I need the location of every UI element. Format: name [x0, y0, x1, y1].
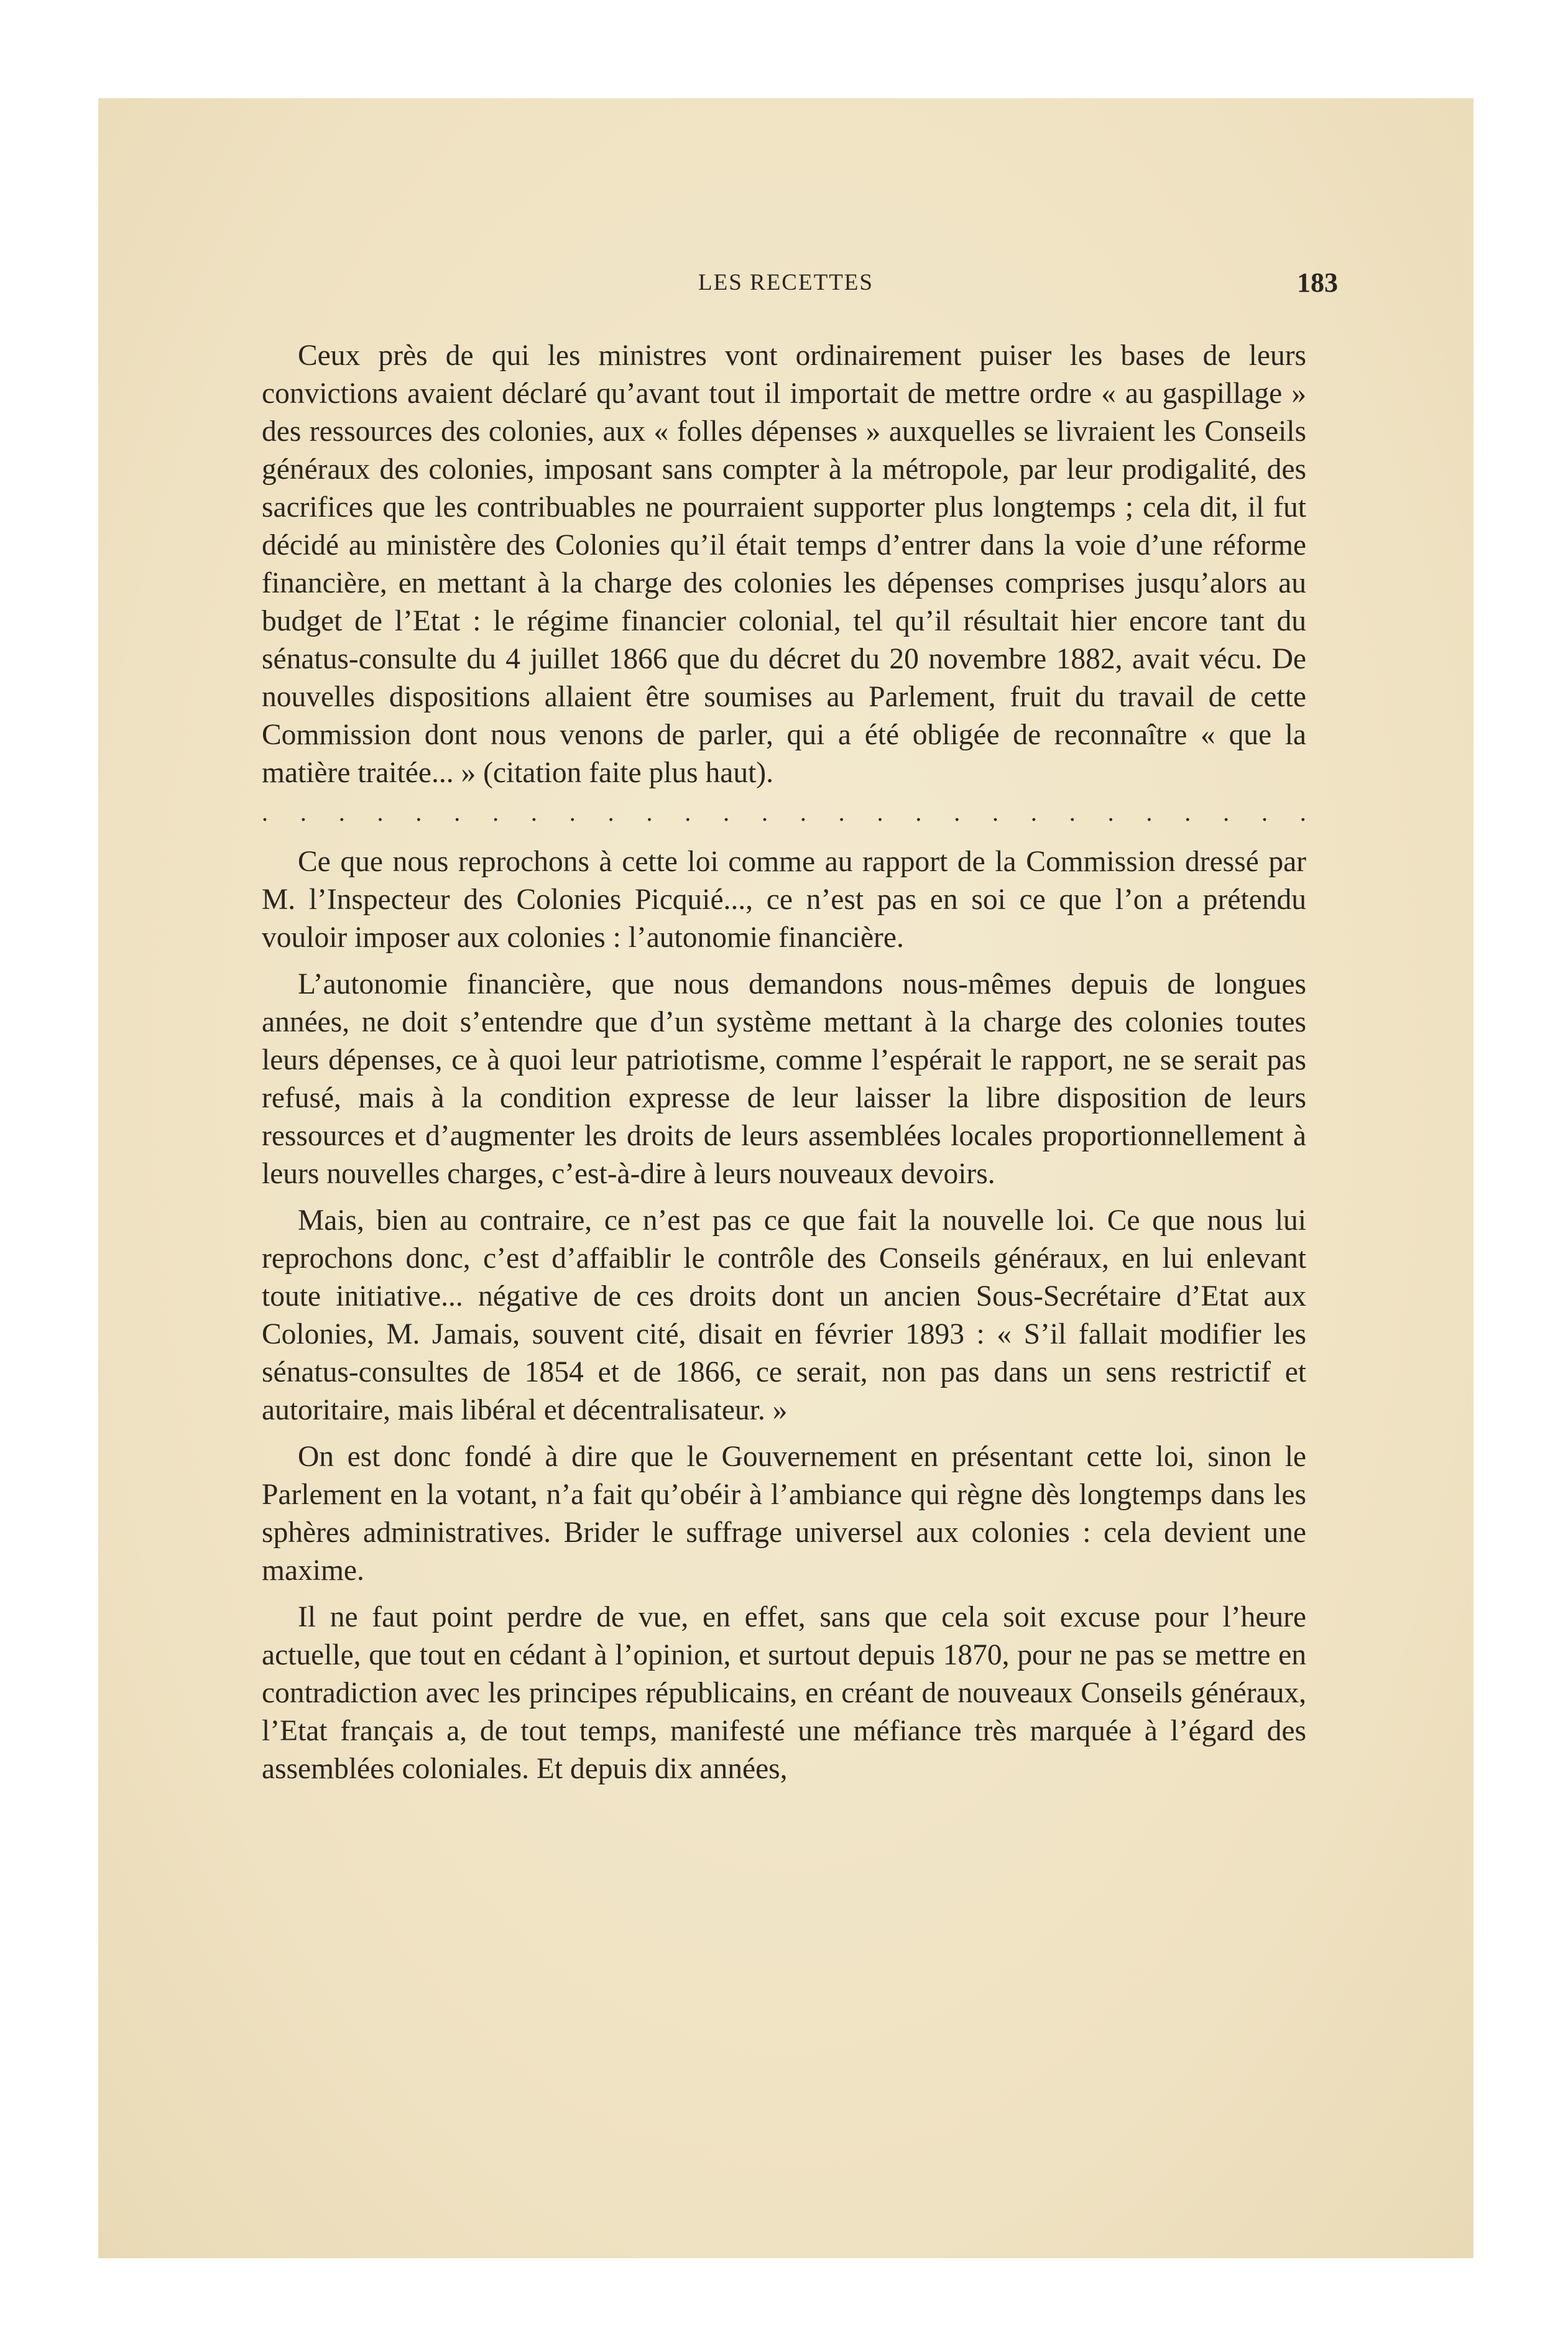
ellipsis-dot: . — [377, 798, 384, 826]
ellipsis-dot: . — [915, 798, 922, 826]
ellipsis-dot: . — [492, 798, 499, 826]
running-head — [98, 269, 1473, 319]
page-number: 183 — [1297, 267, 1338, 298]
ellipsis-dot: . — [569, 798, 576, 826]
paragraph-4: Mais, bien au contraire, ce n’est pas ce que fait la nouvelle loi. Ce que nous lui reprochons donc, c’est d’affaiblir le contrôle des Conseils généraux, en lui enlevant toute initiative... négative de ces droits dont un ancien Sous-Secrétaire d’Etat aux Colonies, M. Jamais, souvent cité, disait en février 1893 : « S’il fallait modifier les sénatus-consultes de 1854 et de 1866, ce serait, non pas dans un sens restrictif et autoritaire, mais libéral et décentralisateur. » — [262, 1204, 1306, 1426]
ellipsis-dot: . — [1107, 798, 1114, 826]
paragraph-6: Il ne faut point perdre de vue, en effet, sans que cela soit excuse pour l’heure actuelle, que tout en cédant à l’opinion, et surtout depuis 1870, pour ne pas se mettre en contradiction avec les principes républicains, en créant de nouveaux Conseils généraux, l’Etat français a, de tout temps, manifesté une méfiance très marquée à l’égard des assemblées coloniales. Et depuis dix années, — [262, 1601, 1306, 1785]
body-text — [262, 337, 1306, 1797]
ellipsis-separator — [262, 797, 1306, 828]
ellipsis-dot: . — [877, 798, 883, 826]
ellipsis-dot: . — [1223, 798, 1230, 826]
paragraph-5: On est donc fondé à dire que le Gouvernement en présentant cette loi, sinon le Parlement en la votant, n’a fait qu’obéir à l’ambiance qui règne dès longtemps dans les sphères administratives. Brider le suffrage universel aux colonies : cela devient une maxime. — [262, 1441, 1306, 1587]
ellipsis-dot: . — [1299, 798, 1306, 826]
ellipsis-dot: . — [761, 798, 768, 826]
ellipsis-dot: . — [607, 798, 614, 826]
ellipsis-dot: . — [723, 798, 730, 826]
ellipsis-dot: . — [954, 798, 961, 826]
ellipsis-dot: . — [646, 798, 653, 826]
paragraph-2: Ce que nous reprochons à cette loi comme au rapport de la Commission dressé par M. l’Inspecteur des Colonies Picquié..., ce n’est pas en soi ce que l’on a prétendu vouloir imposer aux colonies : l’autonomie financière. — [262, 846, 1306, 954]
paragraph-3: L’autonomie financière, que nous demandons nous-mêmes depuis de longues années, ne doit s’entendre que d’un système mettant à la charge des colonies toutes leurs dépenses, ce à quoi leur patriotisme, comme l’espérait le rapport, ne se serait pas refusé, mais à la condition expresse de leur laisser la libre disposition de leurs ressources et d’augmenter les droits de leurs assemblées locales proportionnellement à leurs nouvelles charges, c’est-à-dire à leurs nouveaux devoirs. — [262, 968, 1306, 1190]
ellipsis-dot: . — [838, 798, 845, 826]
ellipsis-dot: . — [530, 798, 537, 826]
ellipsis-dot: . — [454, 798, 461, 826]
ellipsis-dot: . — [1146, 798, 1153, 826]
running-title: LES RECETTES — [698, 270, 874, 295]
ellipsis-dot: . — [1184, 798, 1191, 826]
ellipsis-dot: . — [992, 798, 999, 826]
ellipsis-dot: . — [685, 798, 691, 826]
ellipsis-dot: . — [338, 798, 345, 826]
ellipsis-dot: . — [1030, 798, 1037, 826]
ellipsis-dot: . — [262, 798, 268, 826]
ellipsis-dot: . — [800, 798, 806, 826]
ellipsis-dot: . — [1069, 798, 1076, 826]
ellipsis-dot: . — [300, 798, 307, 826]
ellipsis-dot: . — [415, 798, 422, 826]
ellipsis-dot: . — [1261, 798, 1268, 826]
paragraph-1: Ceux près de qui les ministres vont ordinairement puiser les bases de leurs convictions avaient déclaré qu’avant tout il importait de mettre ordre « au gaspillage » des ressources des colonies, aux « folles dépenses » auxquelles se livraient les Conseils généraux des colonies, imposant sans compter à la métropole, par leur prodigalité, des sacrifices que les contribuables ne pourraient supporter plus longtemps ; cela dit, il fut décidé au ministère des Colonies qu’il était temps d’entrer dans la voie d’une réforme financière, en mettant à la charge des colonies les dépenses comprises jusqu’alors au budget de l’Etat : le régime financier colonial, tel qu’il résultait hier encore tant du sénatus-consulte du 4 juillet 1866 que du décret du 20 novembre 1882, avait vécu. De nouvelles dispositions allaient être soumises au Parlement, fruit du travail de cette Commission dont nous venons de parler, qui a été obligée de reconnaître « que la matière traitée... » (citation faite plus haut). — [262, 339, 1306, 789]
book-page — [98, 98, 1473, 2258]
